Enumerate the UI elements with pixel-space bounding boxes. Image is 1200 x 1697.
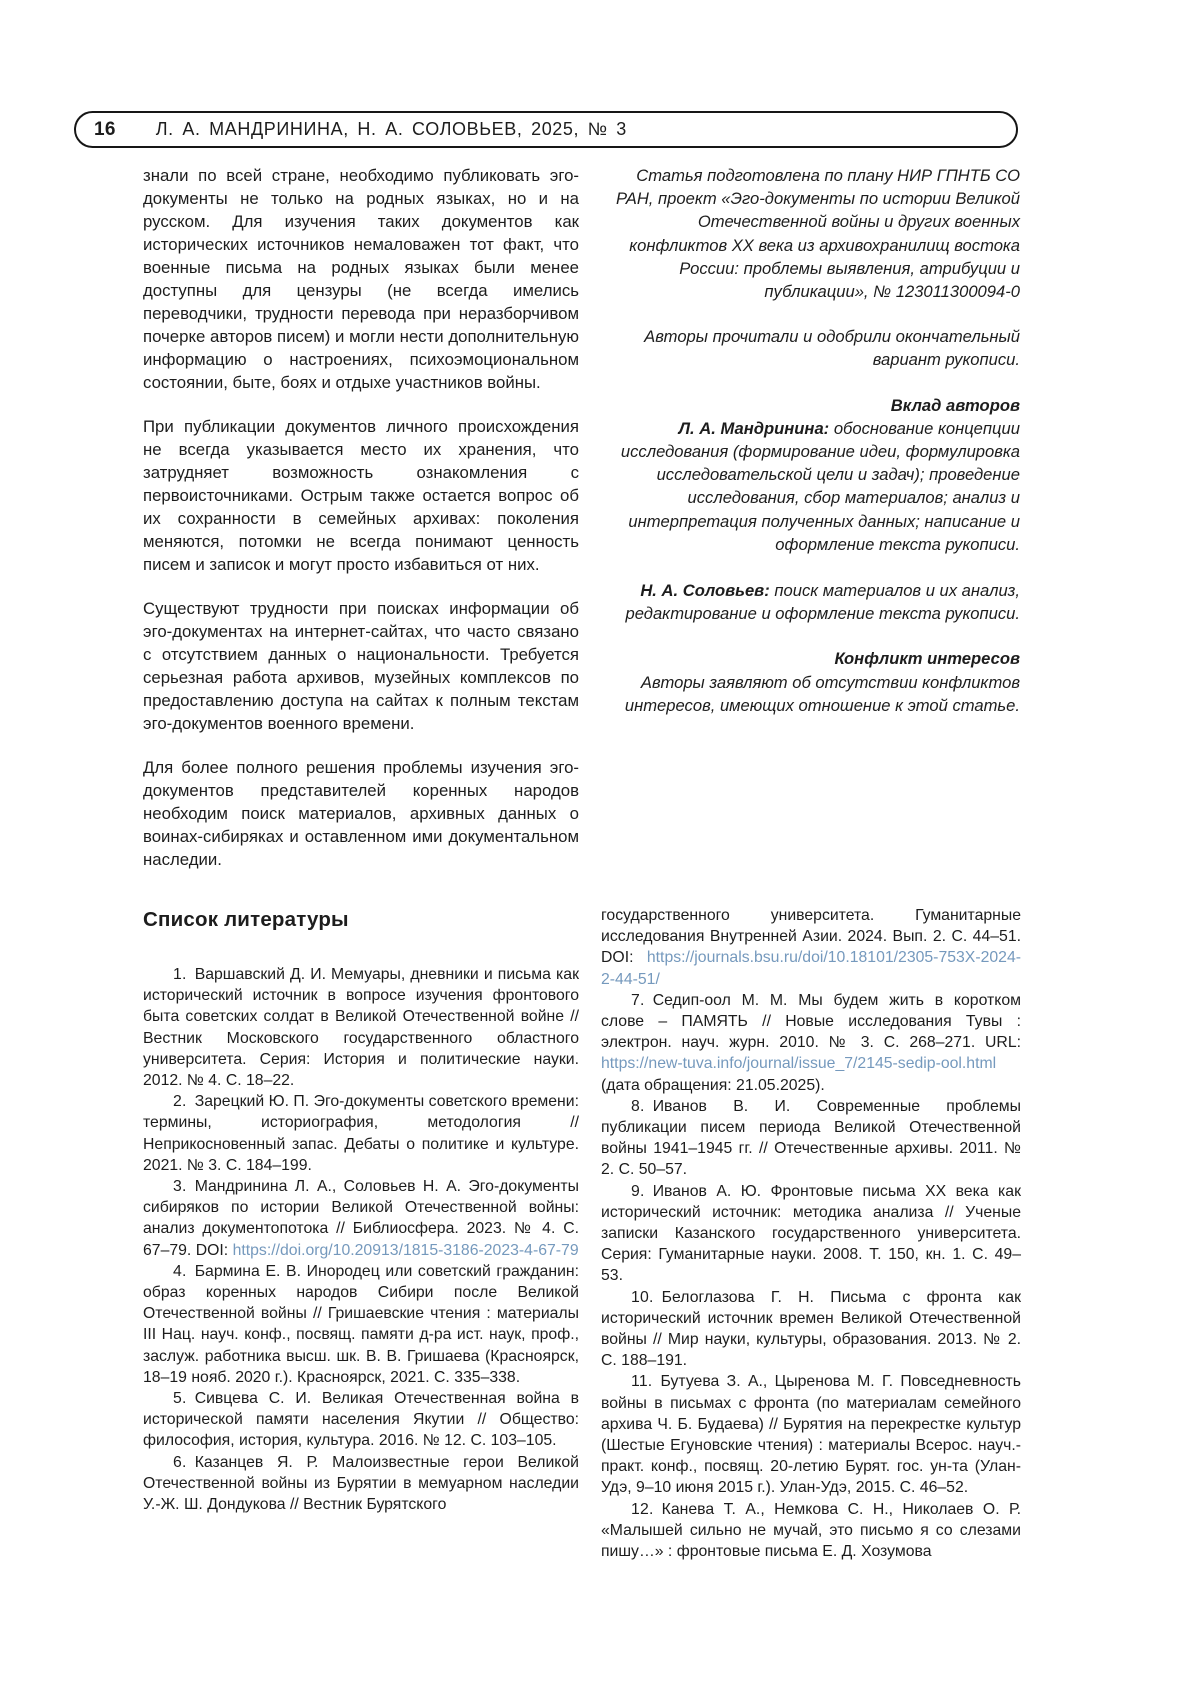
contribution-author-text: поиск материалов и их анализ, редактирование и оформление текста рукописи. (625, 581, 1020, 624)
body-paragraph: При публикации документов личного происхождения не всегда указывается место их хранения, что затрудняет возможность ознакомления с первоисточниками. Острым также остается вопрос об их сохранности в семейных архивах: поколения меняются, потомки не всегда понимают ценность писем и записок и могут просто избавиться от них. (143, 417, 579, 574)
reference-text: Белоглазова Г. Н. Письма с фронта как исторический источник времен Великой Отечественной войны // Мир науки, культуры, образования. 2013. № 2. С. 188–191. (601, 1288, 1021, 1370)
reference-number: 12. (631, 1500, 662, 1518)
reference-item (601, 905, 1021, 990)
references-list-right (601, 905, 1021, 1561)
reference-number: 9. (631, 1182, 653, 1200)
reference-text: Иванов А. Ю. Фронтовые письма XX века как исторический источник: методика анализа // Ученые записки Казанского государственного университета. Серия: Гуманитарные науки. 2008. Т. 150, кн. 1. С. 49–53. (601, 1182, 1021, 1285)
reference-text: Бутуева З. А., Цыренова М. Г. Повседневность войны в письмах с фронта (по материалам семейного архива Ч. Б. Будаева) // Бурятия на перекрестке культур (Шестые Егуновские чтения) : материалы Всерос. науч.-практ. конф., посвящ. 20-летию Бурят. гос. ун-та (Улан-Удэ, 9–10 июня 2015 г.). Улан-Удэ, 2015. С. 46–52. (601, 1373, 1021, 1497)
reference-number: 4. (173, 1262, 195, 1280)
body-text-column-left (143, 164, 579, 892)
conflict-of-interest-text: Авторы заявляют об отсутствии конфликтов интересов, имеющих отношение к этой статье. (624, 672, 1020, 715)
reference-text: Канева Т. А., Немкова С. Н., Николаев О. Р. «Малышей сильно не мучай, это письмо я со слезами пишу…» : фронтовые письма Е. Д. Хозумова (601, 1500, 1021, 1561)
reference-number: 8. (631, 1097, 653, 1115)
reference-text: (дата обращения: 21.05.2025). (601, 1076, 825, 1094)
reference-item (601, 1181, 1021, 1287)
reference-item (601, 1499, 1021, 1563)
running-header (74, 111, 1018, 148)
reference-item (601, 1287, 1021, 1372)
reference-text: Седип-оол М. М. Мы будем жить в коротком слове – ПАМЯТЬ // Новые исследования Тувы : электрон. науч. журн. 2010. № 3. С. 268–271. URL: (601, 991, 1021, 1052)
reference-text: государственного университета. Гуманитарные исследования Внутренней Азии. 2024. Вып. 2. С. 44–51. DOI: (601, 907, 1021, 967)
reference-item (143, 1261, 579, 1388)
reference-item (601, 1371, 1021, 1498)
reference-number: 6. (173, 1453, 195, 1471)
reference-text: Зарецкий Ю. П. Эго-документы советского времени: термины, историография, методология // Неприкосновенный запас. Дебаты о политике и культуре. 2021. № 3. С. 184–199. (143, 1093, 579, 1174)
reference-text: Сивцева С. И. Великая Отечественная война в исторической памяти населения Якутии // Общество: философия, история, культура. 2016. № 12. С. 103–105. (143, 1390, 579, 1450)
body-paragraph: Существуют трудности при поисках информации об эго-документах на интернет-сайтах, что часто связано с отсутствием данных о национальности. Требуется серьезная работа архивов, музейных комплексов по предоставлению доступа на сайтах к полным текстам эго-документов военного времени. (143, 599, 579, 733)
contribution-author-name: Н. А. Соловьев: (640, 581, 770, 601)
reference-text: Иванов В. И. Современные проблемы публикации писем периода Великой Отечественной войны 1941–1945 гг. // Отечественные архивы. 2011. № 2. С. 50–57. (601, 1097, 1021, 1179)
reference-number: 1. (173, 966, 195, 983)
reference-number: 10. (631, 1288, 662, 1306)
reference-number: 11. (631, 1373, 661, 1391)
contribution-entry (601, 579, 1020, 625)
body-paragraph: Для более полного решения проблемы изучения эго-документов представителей коренных народов необходим поиск материалов, архивных данных о воинах-сибиряках и оставленном ими документальном наследии. (143, 758, 579, 869)
page-number: 16 (94, 118, 116, 140)
reference-link[interactable]: https://journals.bsu.ru/doi/10.18101/2305-753X-2024-2-44-51/ (601, 949, 1021, 988)
reference-link[interactable]: https://doi.org/10.20913/1815-3186-2023-4-67-79 (232, 1241, 579, 1259)
references-list-left (143, 964, 579, 1518)
reference-item (143, 1452, 579, 1516)
authors-contribution-heading: Вклад авторов (890, 395, 1020, 415)
reference-text: Казанцев Я. Р. Малоизвестные герои Великой Отечественной войны из Бурятии в мемуарном наследии У.-Ж. Ш. Дондукова // Вестник Бурятского (143, 1453, 579, 1514)
conflict-of-interest-heading: Конфликт интересов (834, 649, 1020, 669)
reference-link[interactable]: https://new-tuva.info/journal/issue_7/2145-sedip-ool.html (601, 1055, 997, 1073)
running-title: Л. А. МАНДРИНИНА, Н. А. СОЛОВЬЕВ, 2025, № 3 (155, 119, 627, 139)
contribution-author-text: обоснование концепции исследования (формирование идеи, формулировка исследовательской цели и задач); проведение исследования, сбор материалов; анализ и интерпретация полученных данных; написание и оформление текста рукописи. (620, 418, 1020, 554)
funding-note: Статья подготовлена по плану НИР ГПНТБ СО РАН, проект «Эго-документы по истории Великой Отечественной войны и других военных конфликтов XX века из архивохранилищ востока России: проблемы выявления, атрибуции и публикации», № 123011300094-0 (615, 166, 1020, 302)
reference-number: 5. (173, 1390, 195, 1408)
reference-text: Бармина Е. В. Инородец или советский гражданин: образ коренных народов Сибири после Великой Отечественной войны // Гришаевские чтения : материалы III Нац. науч. конф., посвящ. памяти д-ра ист. наук, проф., заслуж. работника высш. шк. В. В. Гришаева (Красноярск, 18–19 нояб. 2020 г.). Красноярск, 2021. С. 335–338. (143, 1262, 579, 1386)
reference-number: 7. (631, 991, 653, 1009)
reference-text: Варшавский Д. И. Мемуары, дневники и письма как исторический источник в вопросе изучения фронтового быта советских солдат в Великой Отечественной войне // Вестник Московского государственного областного университета. Серия: История и политические науки. 2012. № 4. С. 18–22. (143, 966, 579, 1090)
approval-note: Авторы прочитали и одобрили окончательный вариант рукописи. (644, 327, 1020, 370)
reference-item (601, 990, 1021, 1096)
reference-item (143, 964, 579, 1091)
reference-item (601, 1096, 1021, 1181)
contribution-author-name: Л. А. Мандринина: (678, 418, 830, 438)
reference-text: Мандринина Л. А., Соловьев Н. А. Эго-документы сибиряков по истории Великой Отечественной войны: анализ документопотока // Библиосфера. 2023. № 4. С. 67–79. DOI: (143, 1178, 579, 1259)
body-paragraph: знали по всей стране, необходимо публиковать эго-документы не только на родных языках, но и на русском. Для изучения таких документов как исторических источников немаловажен тот факт, что военные письма на родных языках были менее доступны для цензуры (не всегда имелись переводчики, трудности перевода при неразборчивом почерке авторов писем) и могли нести дополнительную информацию о настроениях, психоэмоциональном состоянии, быте, боях и отдыхе участников войны. (143, 166, 579, 392)
reference-number: 3. (173, 1178, 195, 1196)
article-meta-column (601, 164, 1020, 739)
reference-item (143, 1176, 579, 1261)
reference-item (143, 1388, 579, 1452)
reference-item (143, 1091, 579, 1176)
references-heading: Список литературы (143, 908, 349, 931)
contribution-entry (601, 417, 1020, 556)
reference-number: 2. (173, 1093, 195, 1111)
